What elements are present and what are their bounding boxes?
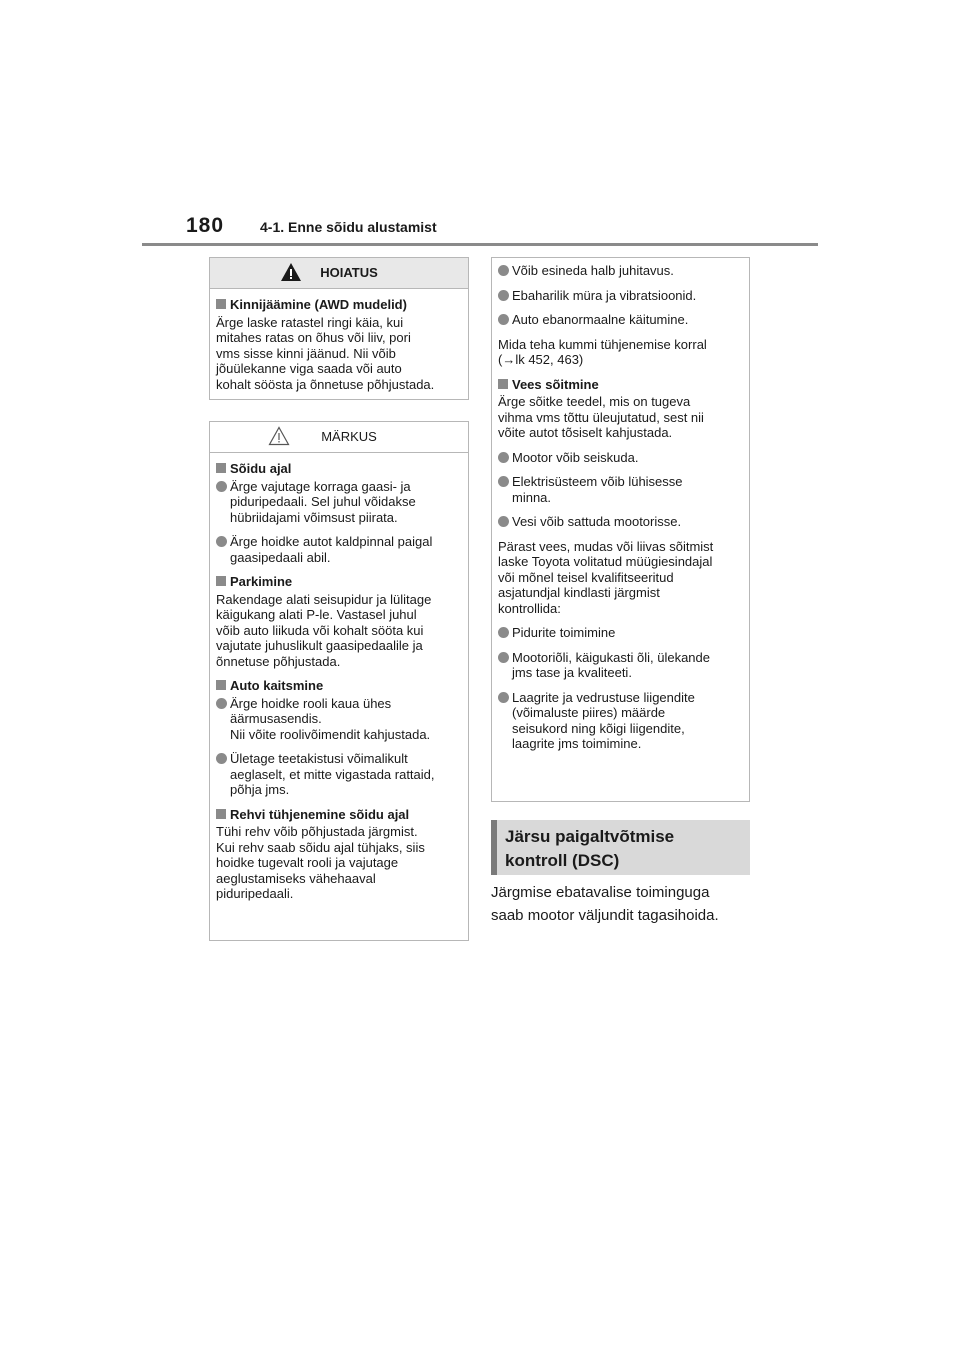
round-bullet-icon (216, 698, 227, 709)
warning-box-body (210, 289, 468, 407)
bullet-text: Ebaharilik müra ja vibratsioonid. (512, 287, 697, 303)
paragraph: Pärast vees, mudas või liivas sõitmist laske Toyota volitatud müügiesindajal või mõnel teisel kvalifitseeritud asjatundjal kindlasti järgmist kontrollida: (498, 538, 714, 616)
subheading-text: Parkimine (230, 574, 293, 589)
subheading (498, 377, 743, 393)
notice-box-header (210, 422, 468, 453)
subheading (216, 461, 462, 477)
round-bullet-icon (498, 265, 509, 276)
bullet-text: Võib esineda halb juhitavus. (512, 263, 674, 278)
dsc-section-heading (491, 820, 750, 875)
notice-box-body (210, 453, 468, 917)
paragraph: Ärge laske ratastel ringi käia, kui mitahes ratas on õhus või liiv, pori vms sisse kinni jäänud. Nii võib jõuülekanne viga saada või auto kohalt söösta ja õnnetuse põhjustada. (216, 314, 435, 392)
dsc-body-text: Järgmise ebatavalise toiminguga saab mootor väljundit tagasihoida. (491, 884, 719, 924)
paragraph: Mida teha kummi tühjenemise korral (→lk 452, 463) (498, 336, 707, 367)
bullet-text: Auto ebanormaalne käitumine. (512, 312, 689, 327)
bullet-text: Mootoriõli, käigukasti õli, ülekande jms tase ja kvaliteeti. (512, 649, 710, 680)
dsc-heading-text: Järsu paigaltvõtmise kontroll (DSC) (505, 827, 675, 870)
bullet-item (498, 288, 743, 304)
round-bullet-icon (498, 314, 509, 325)
round-bullet-icon (498, 452, 509, 463)
continued-box-body (492, 258, 749, 767)
round-bullet-icon (498, 290, 509, 301)
square-bullet-icon (498, 379, 508, 389)
notice-box-title: MÄRKUS (321, 429, 377, 444)
bullet-item (498, 450, 743, 466)
notice-box (209, 421, 469, 941)
bullet-item (498, 474, 743, 505)
bullet-text: Vesi võib sattuda mootorisse. (512, 514, 682, 529)
round-bullet-icon (498, 652, 509, 663)
round-bullet-icon (498, 627, 509, 638)
bullet-text: Laagrite ja vedrustuse liigendite (võimaluste piires) määrde seisukord ning kõigi liigendite, laagrite jms toimimine. (512, 689, 695, 751)
bullet-text: Elektrisüsteem võib lühisesse minna. (512, 474, 683, 505)
round-bullet-icon (498, 692, 509, 703)
subheading (216, 678, 462, 694)
header-rule (142, 243, 818, 246)
bullet-item (216, 696, 462, 743)
warning-box-title: HOIATUS (320, 265, 378, 280)
round-bullet-icon (216, 753, 227, 764)
bullet-item (498, 690, 743, 752)
subheading (216, 574, 462, 590)
subheading (216, 297, 462, 313)
square-bullet-icon (216, 576, 226, 586)
bullet-item (498, 263, 743, 279)
bullet-text: Ärge vajutage korraga gaasi- ja piduripedaali. Sel juhul võidakse hübriidajami võimsust piirata. (230, 478, 416, 525)
page-number: 180 (186, 214, 225, 237)
bullet-text: Mootor võib seiskuda. (512, 449, 639, 465)
bullet-item (498, 650, 743, 681)
bullet-item (216, 479, 462, 526)
bullet-item (498, 312, 743, 328)
bullet-item (498, 625, 743, 641)
round-bullet-icon (498, 516, 509, 527)
bullet-item (216, 534, 462, 565)
bullet-item (498, 514, 743, 530)
paragraph: Rakendage alati seisupidur ja lülitage käigukang alati P-le. Vastasel juhul võib auto liikuda või kohalt sööta kui vajutate juhuslikult gaasipedaalile ja õnnetuse põhjustada. (216, 591, 432, 669)
square-bullet-icon (216, 680, 226, 690)
round-bullet-icon (216, 536, 227, 547)
round-bullet-icon (216, 481, 227, 492)
subheading-text: Auto kaitsmine (230, 678, 324, 693)
square-bullet-icon (216, 299, 226, 309)
warning-box (209, 257, 469, 400)
subheading (216, 807, 462, 823)
bullet-text: Ärge hoidke rooli kaua ühes äärmusasendis. Nii võite roolivõimendit kahjustada. (230, 695, 431, 742)
subheading-text: Sõidu ajal (230, 461, 292, 476)
continued-box (491, 257, 750, 802)
bullet-text: Ületage teetakistusi võimalikult aeglaselt, et mitte vigastada rattaid, põhja jms. (230, 751, 435, 797)
bullet-item (216, 751, 462, 798)
paragraph: Tühi rehv võib põhjustada järgmist. Kui rehv saab sõidu ajal tühjaks, siis hoidke tugevalt rooli ja vajutage aeglustamiseks vähehaaval piduripedaali. (216, 824, 425, 901)
subheading-text: Vees sõitmine (512, 376, 599, 392)
warning-box-header (210, 258, 468, 289)
bullet-text: Pidurite toimimine (512, 625, 616, 640)
subheading-text: Kinnijäämine (AWD mudelid) (230, 297, 407, 312)
round-bullet-icon (498, 476, 509, 487)
square-bullet-icon (216, 463, 226, 473)
square-bullet-icon (216, 809, 226, 819)
subheading-text: Rehvi tühjenemine sõidu ajal (230, 806, 410, 822)
bullet-text: Ärge hoidke autot kaldpinnal paigal gaasipedaali abil. (230, 534, 433, 565)
section-title: 4-1. Enne sõidu alustamist (260, 219, 437, 235)
paragraph: Ärge sõitke teedel, mis on tugeva vihma vms tõttu üleujutatud, sest nii võite autot tõsiselt kahjustada. (498, 394, 704, 440)
